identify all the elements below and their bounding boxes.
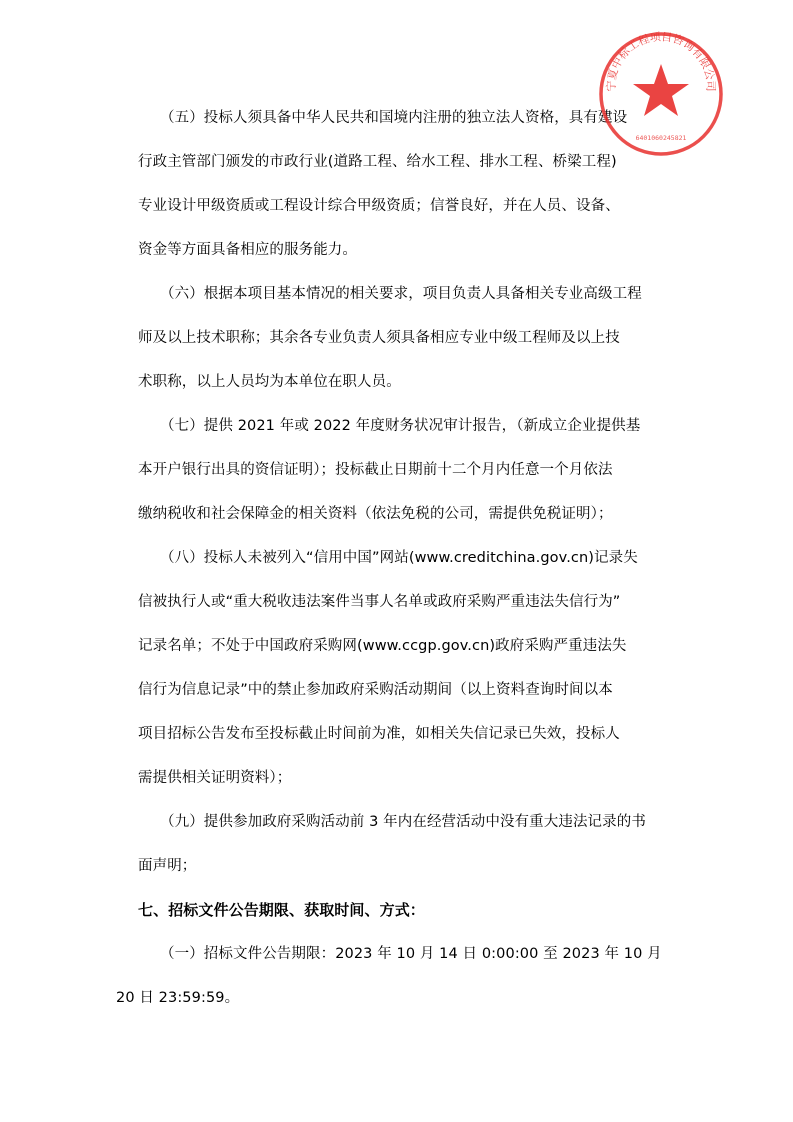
paragraph-7-line-2: 本开户银行出具的资信证明）；投标截止日期前十二个月内任意一个月依法 (138, 462, 613, 478)
section-7-heading: 七、招标文件公告期限、获取时间、方式： (138, 901, 425, 919)
paragraph-7-line-1: （七）提供 2021 年或 2022 年度财务状况审计报告，（新成立企业提供基 (160, 418, 641, 434)
section-7-line-1: （一）招标文件公告期限：2023 年 10 月 14 日 0:00:00 至 2023 年 10 月 (160, 946, 662, 962)
section-7-line-2: 20 日 23:59:59。 (116, 990, 240, 1006)
paragraph-5-line-4: 资金等方面具备相应的服务能力。 (138, 242, 357, 258)
paragraph-5-line-3: 专业设计甲级资质或工程设计综合甲级资质；信誉良好，并在人员、设备、 (138, 198, 620, 214)
paragraph-8-line-2: 信被执行人或“重大税收违法案件当事人名单或政府采购严重违法失信行为” (138, 594, 621, 610)
paragraph-9-line-2: 面声明； (138, 858, 197, 874)
svg-text:宁夏中标工程项目咨询有限公司: 宁夏中标工程项目咨询有限公司 (604, 30, 718, 92)
paragraph-6-line-1: （六）根据本项目基本情况的相关要求，项目负责人具备相关专业高级工程 (160, 286, 642, 302)
company-seal-icon (597, 30, 725, 158)
paragraph-5-line-1: （五）投标人须具备中华人民共和国境内注册的独立法人资格，具有建设 (160, 110, 628, 126)
svg-text:6401060245821: 6401060245821 (635, 134, 687, 142)
paragraph-8-line-1: （八）投标人未被列入“信用中国”网站(www.creditchina.gov.cn)记录失 (160, 550, 638, 566)
paragraph-6-line-3: 术职称，以上人员均为本单位在职人员。 (138, 374, 401, 390)
paragraph-8-line-6: 需提供相关证明资料）； (138, 770, 292, 786)
paragraph-6-line-2: 师及以上技术职称；其余各专业负责人须具备相应专业中级工程师及以上技 (138, 330, 620, 346)
paragraph-5-line-2: 行政主管部门颁发的市政行业(道路工程、给水工程、排水工程、桥梁工程) (138, 154, 617, 170)
paragraph-8-line-4: 信行为信息记录”中的禁止参加政府采购活动期间（以上资料查询时间以本 (138, 682, 613, 698)
paragraph-8-line-5: 项目招标公告发布至投标截止时间前为准，如相关失信记录已失效，投标人 (138, 726, 620, 742)
paragraph-7-line-3: 缴纳税收和社会保障金的相关资料（依法免税的公司，需提供免税证明）； (138, 506, 613, 522)
paragraph-8-line-3: 记录名单；不处于中国政府采购网(www.ccgp.gov.cn)政府采购严重违法失 (138, 638, 627, 654)
paragraph-9-line-1: （九）提供参加政府采购活动前 3 年内在经营活动中没有重大违法记录的书 (160, 814, 646, 830)
